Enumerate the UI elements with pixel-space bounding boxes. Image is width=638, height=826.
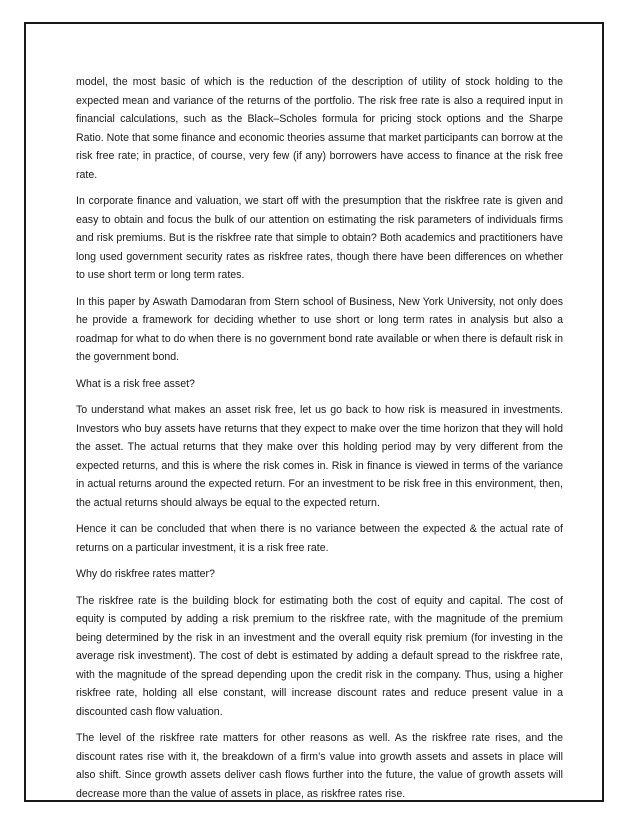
document-body [76, 73, 563, 811]
paragraph-cost-of-capital: The riskfree rate is the building block for estimating both the cost of equity and capital. The cost of equity is computed by adding a risk premium to the riskfree rate, with the magnitude of the premium being determined by the risk in an investment and the overall equity risk premium (for investing in the average risk investment). The cost of debt is estimated by adding a default spread to the riskfree rate, with the magnitude of the spread depending upon the credit risk in the company. Thus, using a higher riskfree rate, holding all else constant, will increase discount rates and reduce present value in a discounted cash flow valuation. [76, 594, 563, 718]
paragraph-conclusion: Hence it can be concluded that when there is no variance between the expected & the actual rate of returns on a particular investment, it is a risk free rate. [76, 523, 563, 554]
paragraph-portfolio-theory: model, the most basic of which is the reduction of the description of utility of stock holding to the expected mean and variance of the returns of the portfolio. The risk free rate is also a required input in financial calculations, such as the Black–Scholes formula for pricing stock options and the Sharpe Ratio. Note that some finance and economic theories assume that market participants can borrow at the risk free rate; in practice, of course, very few (if any) borrowers have access to finance at the risk free rate. [76, 76, 563, 181]
paragraph-growth-assets: The level of the riskfree rate matters for other reasons as well. As the riskfree rate rises, and the discount rates rise with it, the breakdown of a firm’s value into growth assets and assets in place will also shift. Since growth assets deliver cash flows further into the future, the value of growth assets will decrease more than the value of assets in place, as riskfree rates rise. [76, 732, 563, 800]
paragraph-damodaran-paper: In this paper by Aswath Damodaran from Stern school of Business, New York University, not only does he provide a framework for deciding whether to use short or long term rates in analysis but also a roadmap for what to do when there is no government bond rate available or when there is default risk in the government bond. [76, 295, 563, 363]
paragraph-risk-measurement: To understand what makes an asset risk free, let us go back to how risk is measured in investments. Investors who buy assets have returns that they expect to make over the time horizon that they will hold the asset. The actual returns that they make over this holding period may by very different from the expected returns, and this is where the risk comes in. Risk in finance is viewed in terms of the variance in actual returns around the expected return. For an investment to be risk free in this environment, then, the actual returns should always be equal to the expected return. [76, 404, 563, 509]
section-heading-risk-free-asset: What is a risk free asset? [76, 377, 195, 390]
section-heading-why-matter: Why do riskfree rates matter? [76, 568, 215, 580]
paragraph-corporate-finance: In corporate finance and valuation, we start off with the presumption that the riskfree rate is given and easy to obtain and focus the bulk of our attention on estimating the risk parameters of individuals firms and risk premiums. But is the riskfree rate that simple to obtain? Both academics and practitioners have long used government security rates as riskfree rates, though there have been differences on whether to use short term or long term rates. [76, 195, 563, 281]
